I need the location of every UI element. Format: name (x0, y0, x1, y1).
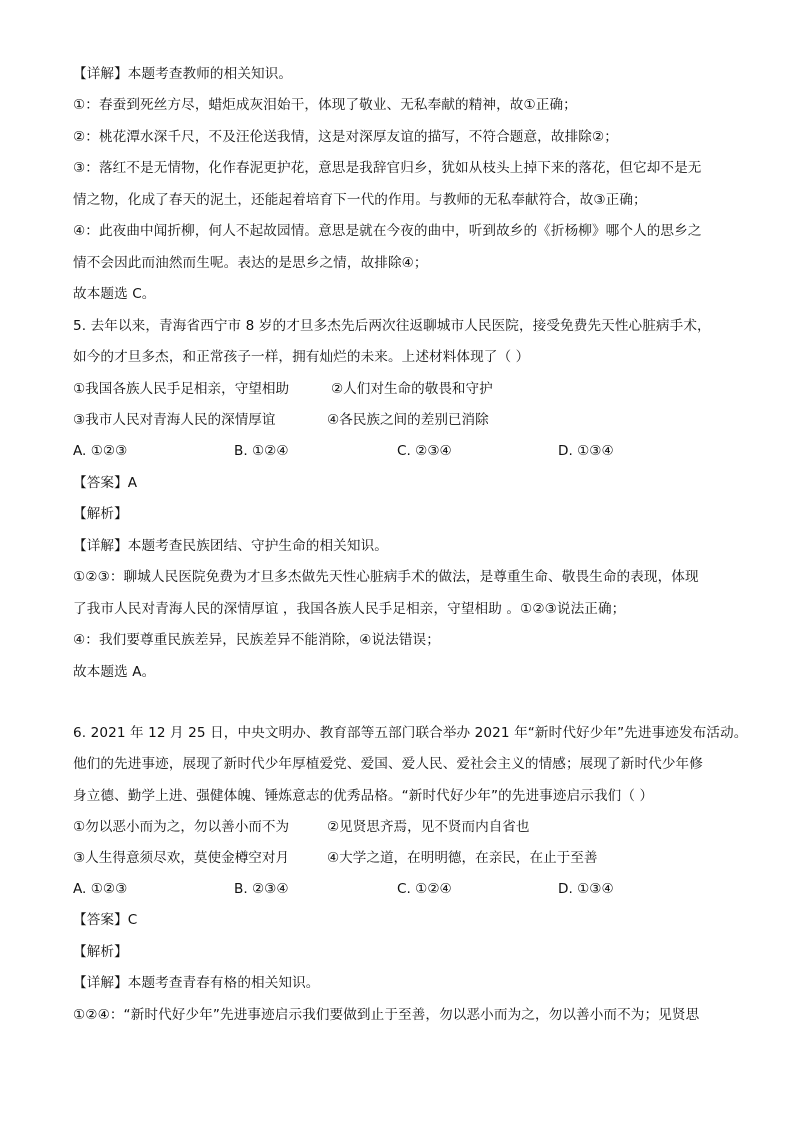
q5-explanation-1a: ①②③：聊城人民医院免费为才旦多杰做先天性心脏病手术的做法，是尊重生命、敬畏生命的表现，体现 (73, 569, 699, 585)
q5-option-c: C. ②③④ (397, 443, 452, 459)
prev-conclusion: 故本题选 C。 (73, 286, 156, 302)
q6-stem-line-1: 6. 2021 年 12 月 25 日，中央文明办、教育部等五部门联合举办 2021 年“新时代好少年”先进事迹发布活动。 (73, 725, 748, 741)
prev-explanation-4b: 情不会因此而油然而生呢。表达的是思乡之情，故排除④； (73, 255, 428, 271)
q5-option-a: A. ①②③ (73, 443, 128, 459)
q6-explanation-1: ①②④：“新时代好少年”先进事迹启示我们要做到止于至善，勿以恶小而为之，勿以善小而不为；见贤思 (73, 1007, 700, 1023)
q6-statement-4: ④大学之道，在明明德，在亲民，在止于至善 (327, 850, 598, 866)
q6-statements-row-1 (73, 817, 723, 837)
q5-statement-4: ④各民族之间的差别已消除 (327, 412, 489, 428)
q6-option-a: A. ①②③ (73, 881, 128, 897)
q6-answer: 【答案】C (73, 912, 138, 928)
prev-detail-heading: 【详解】本题考查教师的相关知识。 (73, 66, 293, 82)
q5-statement-3: ③我市人民对青海人民的深情厚谊 (73, 412, 276, 428)
q6-stem-line-3: 身立德、勤学上进、强健体魄、锤炼意志的优秀品格。“新时代好少年”的先进事迹启示我们（ ） (73, 788, 654, 804)
q6-analysis-heading: 【解析】 (73, 944, 128, 960)
q5-statements-row-1 (73, 379, 723, 399)
q6-detail-heading: 【详解】本题考查青春有格的相关知识。 (73, 975, 320, 991)
q6-statement-2: ②见贤思齐焉，见不贤而内自省也 (327, 819, 530, 835)
q6-statement-3: ③人生得意须尽欢，莫使金樽空对月 (73, 850, 290, 866)
q5-answer: 【答案】A (73, 475, 138, 491)
q5-statement-1: ①我国各族人民手足相亲，守望相助 (73, 381, 290, 397)
q6-option-b: B. ②③④ (234, 881, 289, 897)
q5-options (73, 441, 723, 461)
q5-explanation-1b: 了我市人民对青海人民的深情厚谊 ，我国各族人民手足相亲，守望相助 。①②③说法正确； (73, 601, 626, 617)
prev-explanation-1: ①：春蚕到死丝方尽，蜡炬成灰泪始干，体现了敬业、无私奉献的精神，故①正确； (73, 97, 577, 113)
q5-explanation-2: ④：我们要尊重民族差异，民族差异不能消除，④说法错误； (73, 632, 440, 648)
q6-stem-line-2: 他们的先进事迹，展现了新时代少年厚植爱党、爱国、爱人民、爱社会主义的情感；展现了新时代少年修 (73, 756, 703, 772)
q6-options (73, 879, 723, 899)
q6-statement-1: ①勿以恶小而为之，勿以善小而不为 (73, 819, 290, 835)
q5-option-b: B. ①②④ (234, 443, 289, 459)
q5-stem-line-2: 如今的才旦多杰，和正常孩子一样，拥有灿烂的未来。上述材料体现了（ ） (73, 349, 530, 365)
prev-explanation-3a: ③：落红不是无情物，化作春泥更护花，意思是我辞官归乡，犹如从枝头上掉下来的落花，但它却不是无 (73, 160, 702, 176)
q6-option-c: C. ①②④ (397, 881, 452, 897)
q5-option-d: D. ①③④ (558, 443, 614, 459)
q5-statement-2: ②人们对生命的敬畏和守护 (331, 381, 493, 397)
q5-detail-heading: 【详解】本题考查民族团结、守护生命的相关知识。 (73, 538, 388, 554)
q5-analysis-heading: 【解析】 (73, 506, 128, 522)
q5-conclusion: 故本题选 A。 (73, 664, 156, 680)
q5-statements-row-2 (73, 410, 723, 430)
q5-stem-line-1: 5. 去年以来，青海省西宁市 8 岁的才旦多杰先后两次往返聊城市人民医院，接受免费先天性心脏病手术， (73, 318, 711, 334)
prev-explanation-4a: ④：此夜曲中闻折柳，何人不起故园情。意思是就在今夜的曲中，听到故乡的《折杨柳》哪个人的思乡之 (73, 223, 702, 239)
q6-statements-row-2 (73, 848, 723, 868)
q6-option-d: D. ①③④ (558, 881, 614, 897)
prev-explanation-3b: 情之物，化成了春天的泥土，还能起着培育下一代的作用。与教师的无私奉献符合，故③正确； (73, 192, 647, 208)
prev-explanation-2: ②：桃花潭水深千尺，不及汪伦送我情，这是对深厚友谊的描写，不符合题意，故排除②； (73, 129, 618, 145)
